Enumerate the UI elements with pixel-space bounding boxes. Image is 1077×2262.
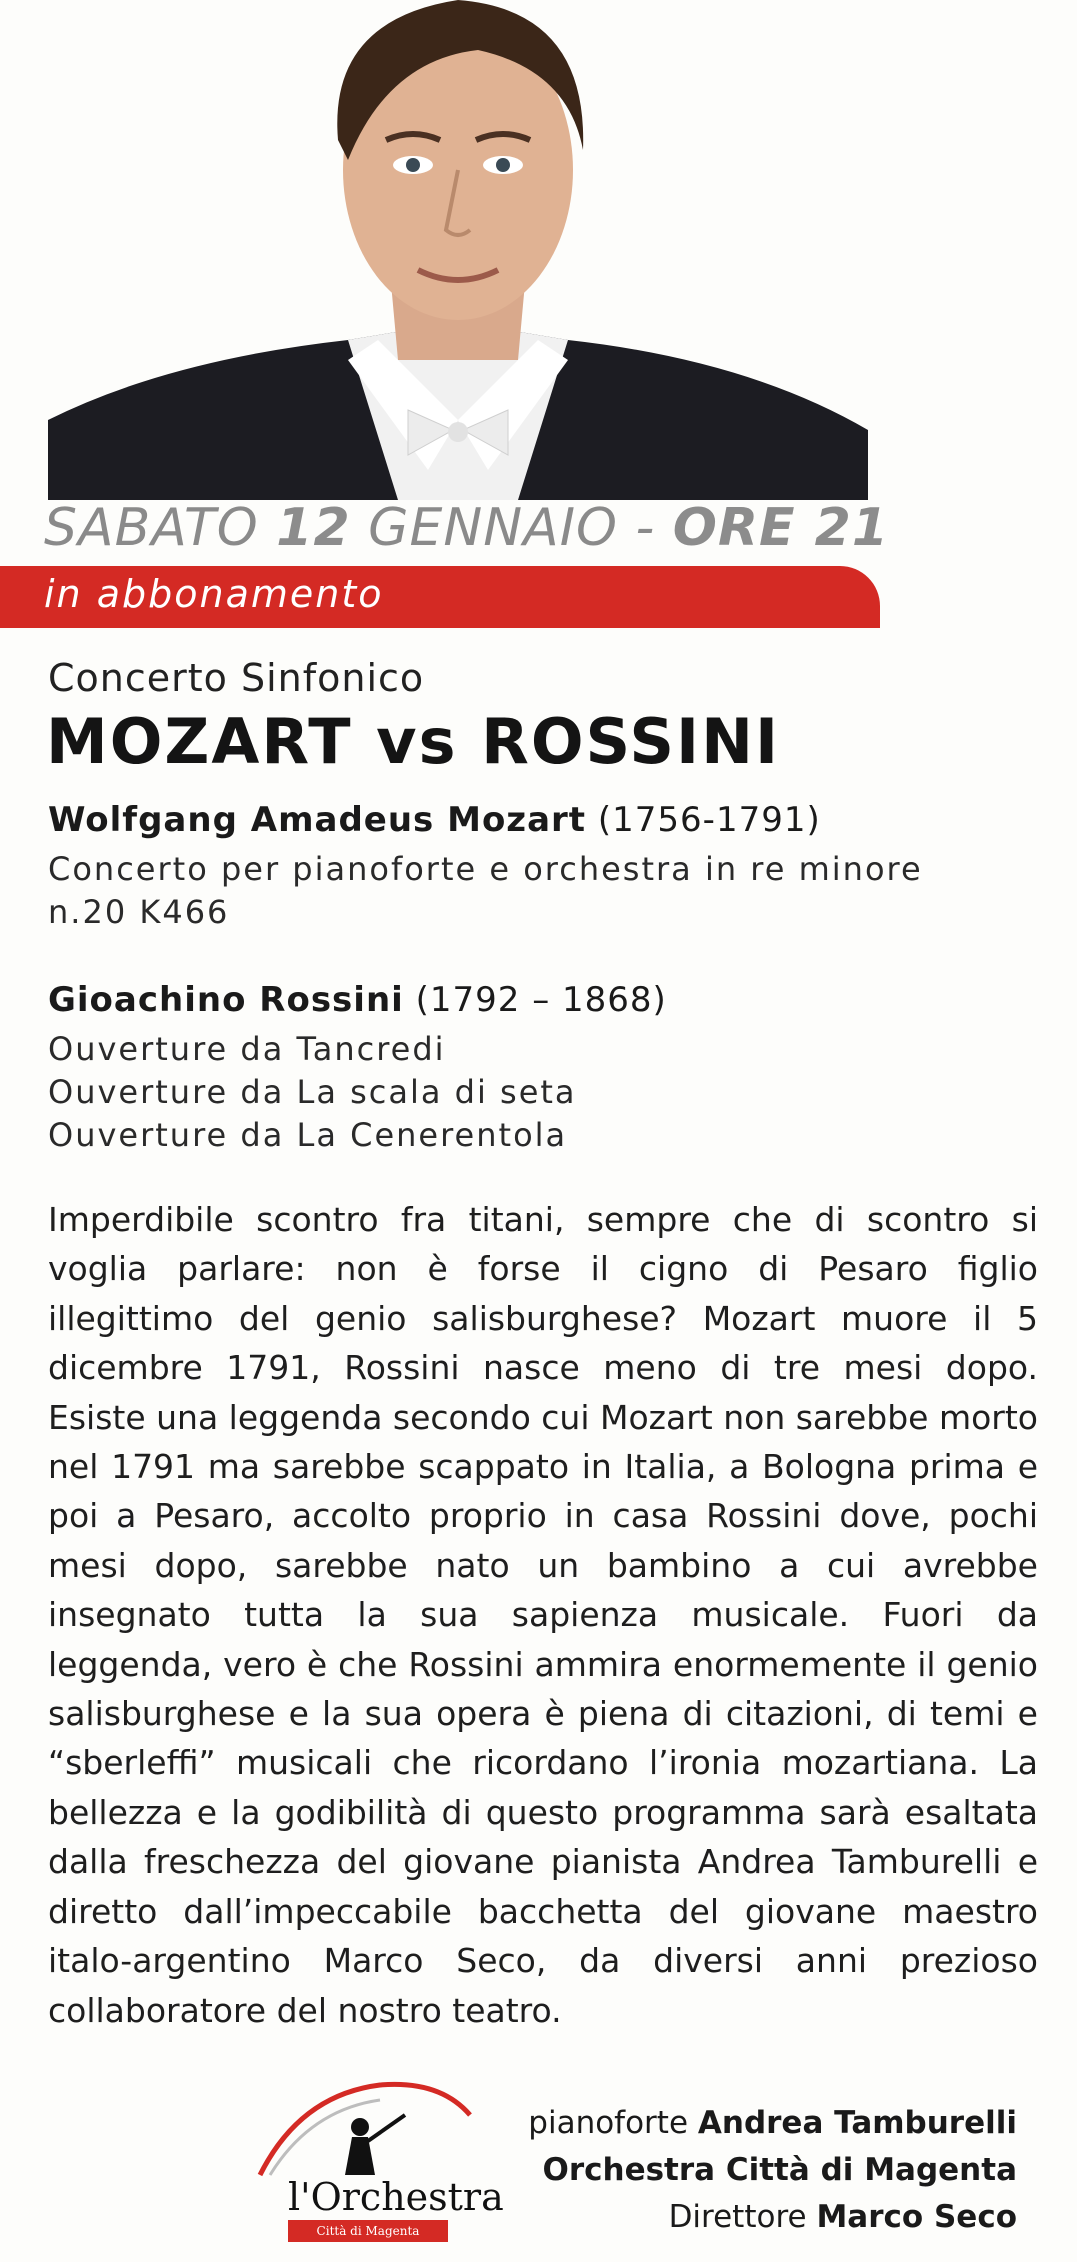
- work-item: Ouverture da Tancredi: [48, 1030, 446, 1068]
- work-item: n.20 K466: [48, 893, 230, 931]
- date-day: 12: [276, 498, 351, 558]
- date-month: GENNAIO -: [350, 498, 673, 558]
- banner-label: in abbonamento: [44, 572, 384, 616]
- logo-name: l'Orchestra: [288, 2175, 504, 2219]
- credit-piano-label: pianoforte: [528, 2105, 698, 2141]
- concert-title: MOZART vs ROSSINI: [46, 705, 781, 778]
- composer-years: (1756-1791): [586, 800, 821, 840]
- credit-piano: [528, 2105, 1017, 2141]
- credit-director-label: Direttore: [668, 2199, 817, 2235]
- credit-orchestra: [542, 2152, 1017, 2188]
- credit-piano-name: Andrea Tamburelli: [697, 2105, 1017, 2141]
- work-item: Concerto per pianoforte e orchestra in re minore: [48, 850, 923, 888]
- orchestra-logo: [240, 2075, 504, 2250]
- subscription-banner: [0, 566, 880, 628]
- credit-director-name: Marco Seco: [816, 2199, 1017, 2235]
- concert-description: Imperdibile scontro fra titani, sempre che di scontro si voglia parlare: non è forse il cigno di Pesaro figlio illegittimo del genio salisburghese? Mozart muore il 5 dicembre 1791, Rossini nasce meno di tre mesi dopo. Esiste una leggenda secondo cui Mozart non sarebbe morto nel 1791 ma sarebbe scappato in Italia, a Bologna prima e poi a Pesaro, accolto proprio in casa Rossini dove, pochi mesi dopo, sarebbe nato un bambino a cui avrebbe insegnato tutta la sua sapienza musicale. Fuori da leggenda, vero è che Rossini ammira enormemente il genio salisburghese e la sua opera è piena di citazioni, di temi e “sberleffi” musicali che ricordano l’ironia mozartiana. La bellezza e la godibilità di questo programma sarà esaltata dalla freschezza del giovane pianista Andrea Tamburelli e diretto dall’impeccabile bacchetta del giovane maestro italo-argentino Marco Seco, da diversi anni prezioso collaboratore del nostro teatro.: [48, 1200, 1038, 2030]
- concert-type: Concerto Sinfonico: [48, 656, 425, 700]
- work-item: Ouverture da La Cenerentola: [48, 1116, 568, 1154]
- composer-years: (1792 – 1868): [403, 980, 667, 1020]
- logo-subtitle: Città di Magenta: [288, 2220, 448, 2242]
- work-item: Ouverture da La scala di seta: [48, 1073, 577, 1111]
- event-date: [44, 498, 889, 558]
- conductor-photo: [48, 0, 868, 500]
- composer-name: Gioachino Rossini: [48, 980, 404, 1020]
- conductor-logo-icon: [240, 2075, 480, 2185]
- composer-mozart: [48, 800, 821, 840]
- composer-name: Wolfgang Amadeus Mozart: [48, 800, 587, 840]
- date-prefix: SABATO: [44, 498, 277, 558]
- credit-orchestra-name: Orchestra Città di Magenta: [542, 2152, 1017, 2188]
- credit-director: [669, 2199, 1017, 2235]
- composer-rossini: [48, 980, 667, 1020]
- date-time: ORE 21: [672, 498, 890, 558]
